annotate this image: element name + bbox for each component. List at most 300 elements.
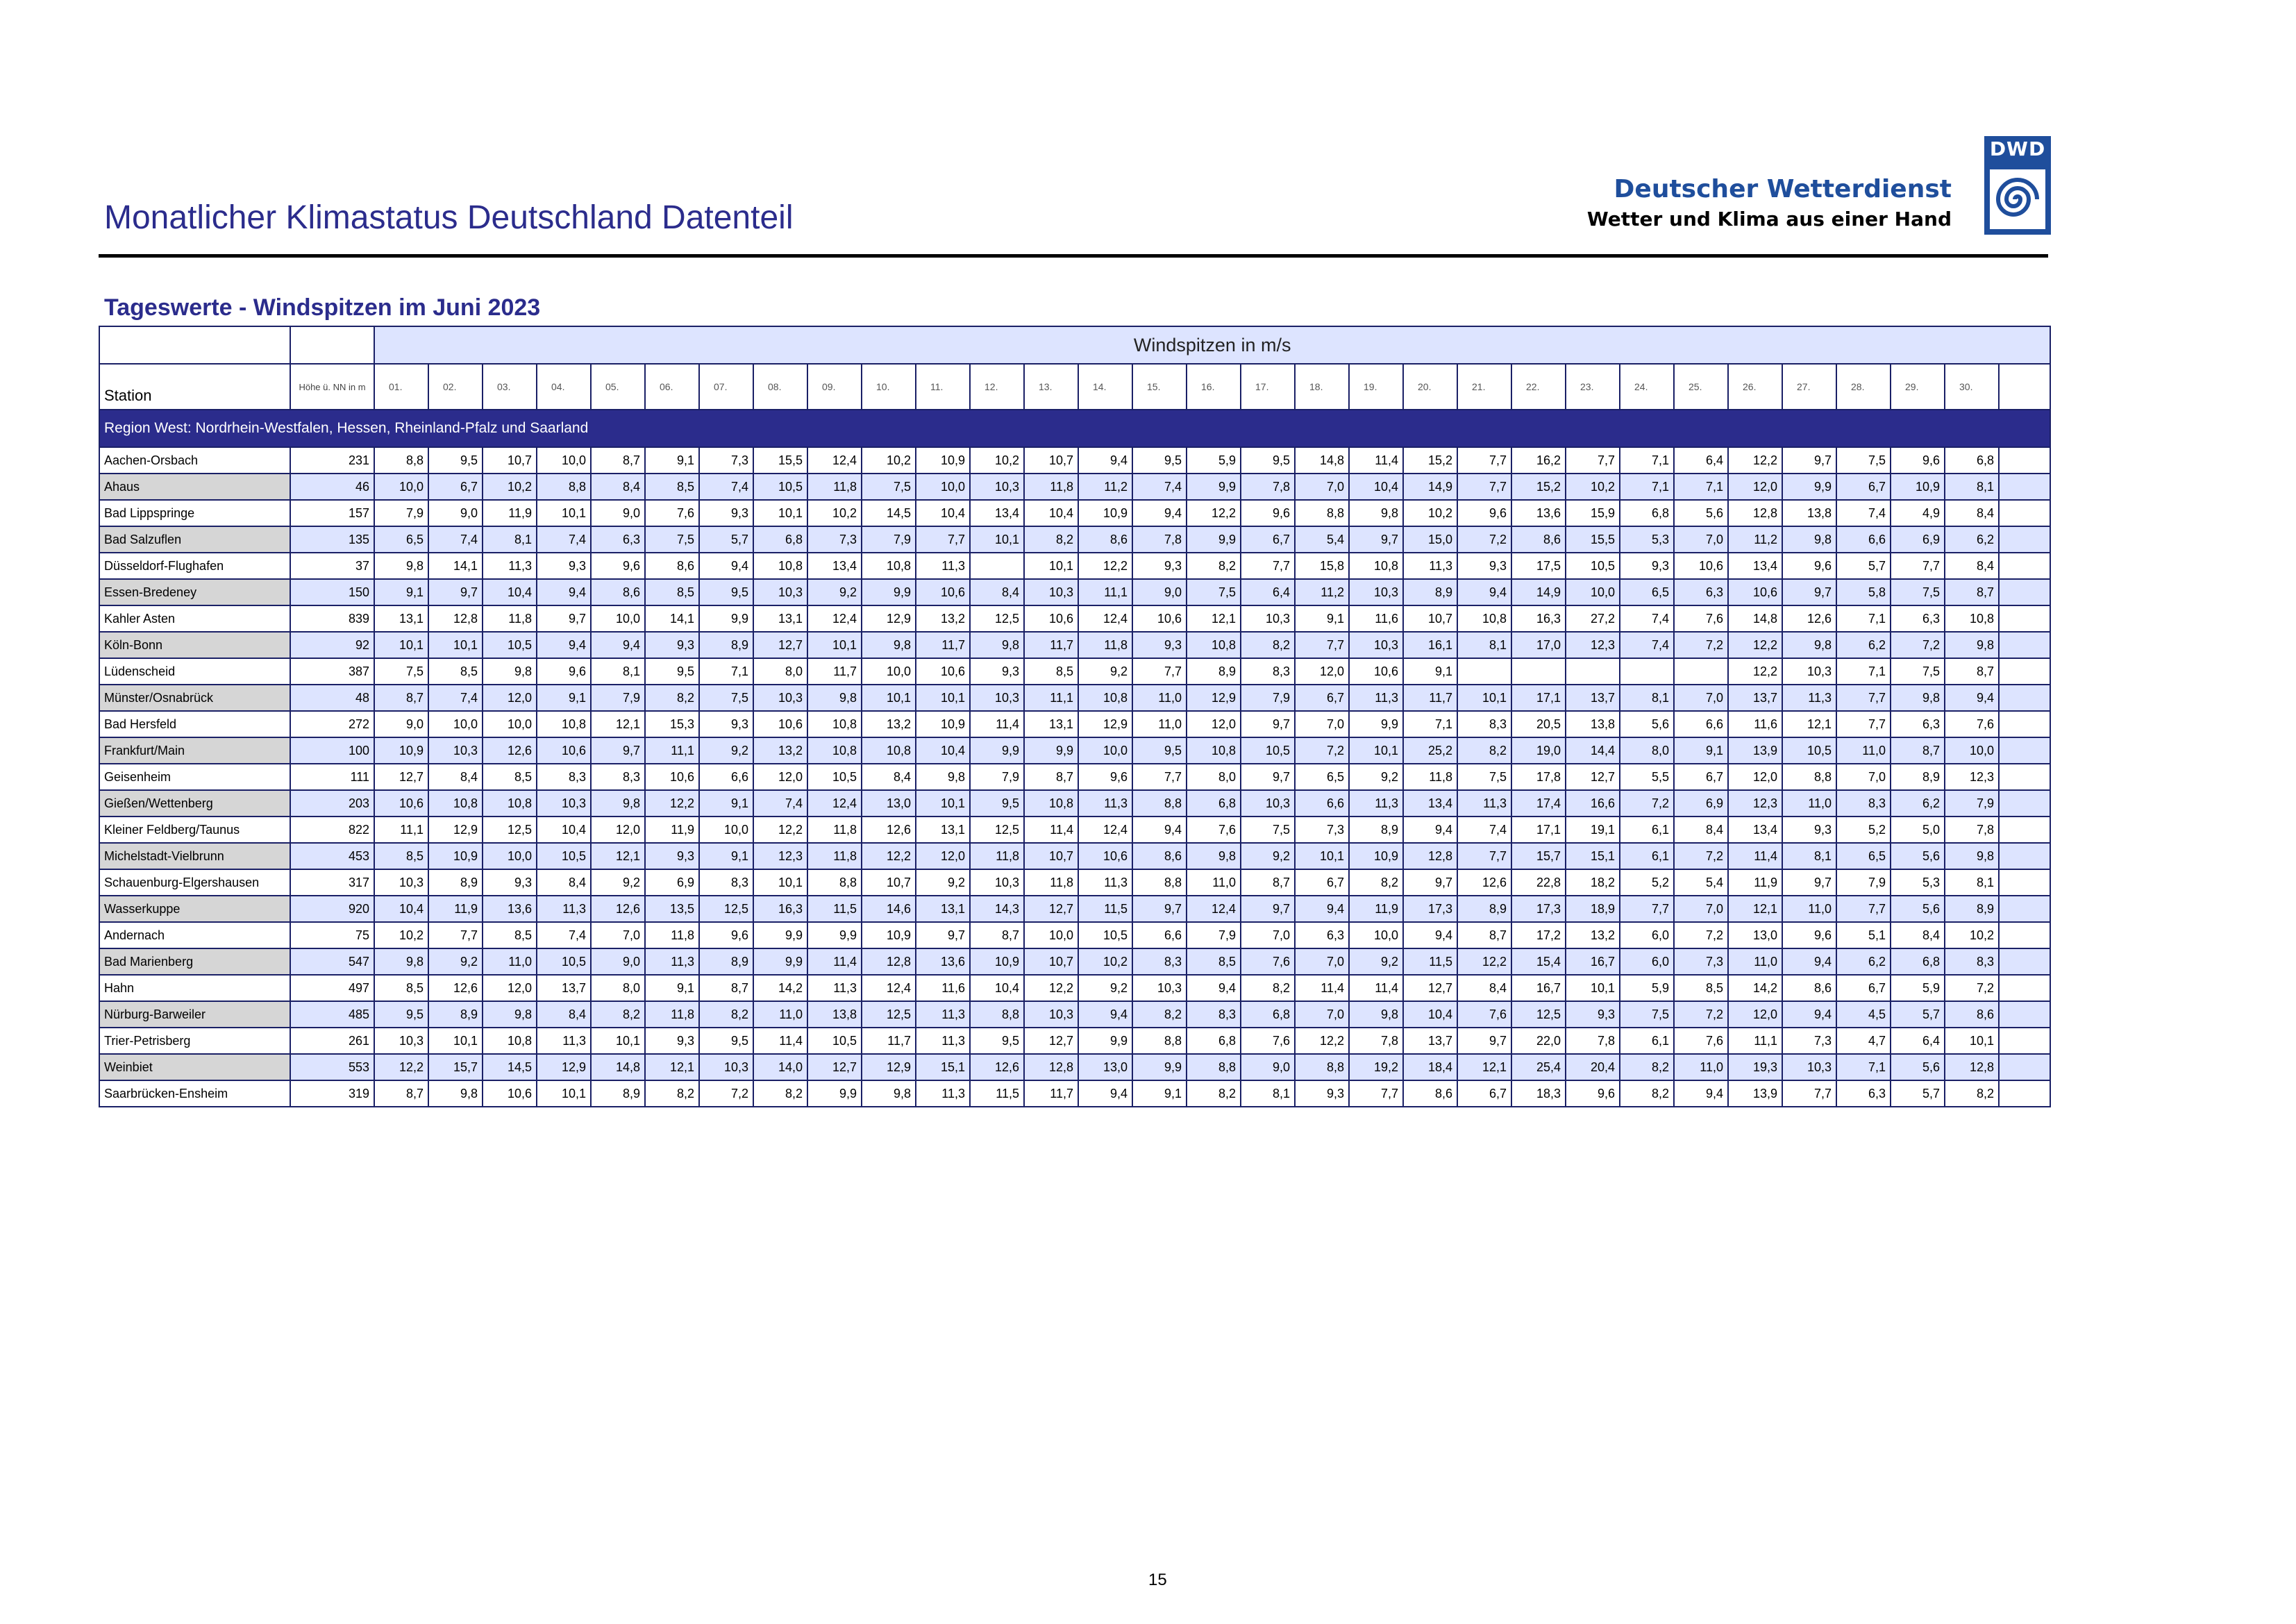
wind-gust-value: 10,3	[374, 869, 428, 896]
day-header: 11.	[916, 364, 970, 410]
wind-gust-value: 10,2	[807, 500, 862, 526]
wind-gust-value: 12,6	[970, 1054, 1024, 1080]
station-height: 203	[290, 790, 374, 817]
wind-gust-value: 11,1	[1728, 1028, 1782, 1054]
wind-gust-value: 13,7	[1728, 685, 1782, 711]
wind-gust-value: 6,4	[1674, 447, 1728, 474]
wind-gust-value: 11,3	[645, 948, 699, 975]
wind-gust-value: 8,4	[591, 474, 645, 500]
wind-gust-value: 7,0	[1674, 526, 1728, 553]
wind-gust-value: 7,2	[1674, 1001, 1728, 1028]
wind-gust-value: 6,9	[1674, 790, 1728, 817]
wind-gust-value: 12,8	[862, 948, 916, 975]
wind-gust-value: 9,8	[1782, 526, 1836, 553]
wind-gust-value: 13,2	[753, 737, 807, 764]
swirl-icon	[1990, 169, 2045, 229]
wind-gust-value: 9,9	[1024, 737, 1078, 764]
day-header: 03.	[483, 364, 537, 410]
wind-gust-value: 9,1	[537, 685, 591, 711]
wind-gust-value: 16,2	[1511, 447, 1566, 474]
row-blank-end	[1999, 764, 2050, 790]
wind-gust-value: 7,1	[1836, 1054, 1891, 1080]
wind-gust-value: 9,1	[645, 447, 699, 474]
wind-gust-value: 13,1	[916, 896, 970, 922]
wind-gust-value: 9,5	[645, 658, 699, 685]
wind-gust-value: 11,4	[1728, 843, 1782, 869]
wind-gust-value: 12,7	[1566, 764, 1620, 790]
wind-gust-value: 8,8	[1132, 869, 1187, 896]
table-row	[99, 685, 2050, 711]
wind-gust-value: 9,3	[1782, 817, 1836, 843]
wind-gust-value: 10,3	[1024, 579, 1078, 605]
wind-gust-value: 8,9	[1187, 658, 1241, 685]
wind-gust-value: 8,2	[1945, 1080, 1999, 1107]
wind-gust-value: 9,8	[862, 632, 916, 658]
wind-gust-value: 8,8	[374, 447, 428, 474]
wind-gust-value: 11,8	[1024, 474, 1078, 500]
wind-gust-value: 11,7	[1024, 632, 1078, 658]
wind-gust-value: 9,4	[1945, 685, 1999, 711]
wind-gust-value: 12,7	[753, 632, 807, 658]
wind-gust-value: 10,6	[1132, 605, 1187, 632]
wind-gust-value: 10,5	[1078, 922, 1132, 948]
wind-gust-value: 10,2	[1945, 922, 1999, 948]
wind-gust-value: 7,2	[1674, 922, 1728, 948]
row-blank-end	[1999, 737, 2050, 764]
wind-gust-value: 6,2	[1836, 632, 1891, 658]
wind-gust-value: 7,7	[1349, 1080, 1403, 1107]
wind-gust-value: 10,7	[1403, 605, 1457, 632]
wind-gust-value: 7,6	[1945, 711, 1999, 737]
wind-gust-value: 11,7	[916, 632, 970, 658]
wind-gust-value: 4,7	[1836, 1028, 1891, 1054]
wind-gust-value: 8,3	[591, 764, 645, 790]
wind-gust-value: 12,3	[753, 843, 807, 869]
wind-gust-value: 8,7	[1024, 764, 1078, 790]
wind-gust-value: 7,5	[1241, 817, 1295, 843]
wind-gust-value: 9,4	[1132, 817, 1187, 843]
wind-gust-value: 12,6	[428, 975, 483, 1001]
wind-gust-value: 7,0	[1836, 764, 1891, 790]
wind-gust-value: 9,4	[1295, 896, 1349, 922]
wind-gust-value: 10,1	[591, 1028, 645, 1054]
wind-gust-value: 10,8	[1024, 790, 1078, 817]
wind-gust-value: 14,5	[483, 1054, 537, 1080]
wind-gust-value: 9,2	[807, 579, 862, 605]
wind-gust-value: 9,7	[1241, 764, 1295, 790]
station-name: Weinbiet	[99, 1054, 290, 1080]
wind-gust-value: 8,8	[1295, 500, 1349, 526]
wind-gust-value: 14,0	[753, 1054, 807, 1080]
wind-gust-value: 15,1	[1566, 843, 1620, 869]
wind-gust-value: 7,4	[1836, 500, 1891, 526]
wind-gust-value: 8,5	[1187, 948, 1241, 975]
wind-gust-value: 8,8	[537, 474, 591, 500]
wind-gust-value: 8,3	[1945, 948, 1999, 975]
wind-gust-value: 10,8	[483, 790, 537, 817]
wind-gust-value: 7,2	[1457, 526, 1511, 553]
wind-gust-value: 11,5	[1078, 896, 1132, 922]
day-header: 25.	[1674, 364, 1728, 410]
wind-gust-value: 10,0	[483, 843, 537, 869]
wind-gust-value: 8,0	[1620, 737, 1674, 764]
wind-gust-value: 10,0	[1078, 737, 1132, 764]
brand-block	[1587, 174, 1952, 233]
day-header: 10.	[862, 364, 916, 410]
wind-gust-value: 9,6	[537, 658, 591, 685]
wind-gust-value: 9,7	[537, 605, 591, 632]
wind-gust-value: 7,6	[1674, 605, 1728, 632]
day-header: 06.	[645, 364, 699, 410]
wind-gust-value	[1511, 658, 1566, 685]
wind-gust-value: 6,7	[1836, 975, 1891, 1001]
wind-gust-value: 10,6	[537, 737, 591, 764]
wind-gust-value: 12,4	[807, 790, 862, 817]
wind-gust-value: 17,8	[1511, 764, 1566, 790]
row-blank-end	[1999, 553, 2050, 579]
wind-gust-value: 9,6	[591, 553, 645, 579]
wind-gust-value: 18,4	[1403, 1054, 1457, 1080]
wind-gust-value: 13,0	[1078, 1054, 1132, 1080]
wind-gust-value: 12,2	[1728, 447, 1782, 474]
wind-gust-value: 10,1	[428, 1028, 483, 1054]
wind-gust-value: 8,8	[970, 1001, 1024, 1028]
wind-gust-value: 8,5	[645, 474, 699, 500]
wind-gust-value: 12,2	[1728, 658, 1782, 685]
wind-gust-value: 7,0	[1295, 948, 1349, 975]
wind-gust-value: 10,4	[1024, 500, 1078, 526]
station-height: 100	[290, 737, 374, 764]
wind-gust-value: 11,8	[1024, 869, 1078, 896]
wind-gust-value: 9,9	[862, 579, 916, 605]
wind-gust-value: 7,4	[537, 922, 591, 948]
wind-gust-value: 9,8	[1349, 500, 1403, 526]
wind-gust-value: 8,2	[1132, 1001, 1187, 1028]
wind-gust-value: 8,3	[699, 869, 753, 896]
wind-gust-value: 9,9	[699, 605, 753, 632]
wind-gust-value: 12,8	[1024, 1054, 1078, 1080]
wind-gust-value: 10,7	[1024, 843, 1078, 869]
station-name: Kahler Asten	[99, 605, 290, 632]
wind-gust-value: 8,0	[591, 975, 645, 1001]
wind-gust-value: 15,8	[1295, 553, 1349, 579]
wind-gust-value: 10,2	[1403, 500, 1457, 526]
wind-gust-value: 9,3	[1566, 1001, 1620, 1028]
day-header: 21.	[1457, 364, 1511, 410]
wind-gust-value: 9,1	[645, 975, 699, 1001]
table-subtitle: Tageswerte - Windspitzen im Juni 2023	[104, 294, 541, 321]
wind-gust-value: 6,0	[1620, 948, 1674, 975]
wind-gust-value: 9,5	[1241, 447, 1295, 474]
wind-gust-value: 6,2	[1945, 526, 1999, 553]
wind-gust-value: 9,9	[807, 1080, 862, 1107]
main-header: Windspitzen in m/s	[374, 326, 2050, 364]
wind-gust-value: 10,9	[916, 447, 970, 474]
wind-gust-value: 10,6	[1024, 605, 1078, 632]
wind-gust-value: 9,5	[374, 1001, 428, 1028]
wind-gust-value: 6,5	[1620, 579, 1674, 605]
header-blank-height	[290, 326, 374, 364]
wind-gust-value: 11,3	[1782, 685, 1836, 711]
table-row	[99, 1028, 2050, 1054]
wind-gust-value: 11,8	[807, 843, 862, 869]
row-blank-end	[1999, 790, 2050, 817]
wind-gust-value: 11,4	[1349, 975, 1403, 1001]
wind-gust-value: 10,8	[483, 1028, 537, 1054]
station-height: 150	[290, 579, 374, 605]
wind-gust-value: 9,8	[483, 658, 537, 685]
wind-gust-value: 8,9	[699, 948, 753, 975]
wind-gust-value: 5,2	[1620, 869, 1674, 896]
wind-gust-value: 12,1	[1728, 896, 1782, 922]
wind-gust-value: 11,4	[970, 711, 1024, 737]
day-header: 18.	[1295, 364, 1349, 410]
wind-gust-value: 11,9	[645, 817, 699, 843]
wind-gust-value: 10,3	[1241, 605, 1295, 632]
station-height: 547	[290, 948, 374, 975]
wind-gust-value: 12,9	[537, 1054, 591, 1080]
wind-gust-value: 8,9	[699, 632, 753, 658]
wind-gust-value: 9,7	[1349, 526, 1403, 553]
wind-gust-value: 13,9	[1728, 737, 1782, 764]
wind-gust-value: 8,7	[699, 975, 753, 1001]
station-name: Kleiner Feldberg/Taunus	[99, 817, 290, 843]
wind-gust-value: 9,9	[1078, 1028, 1132, 1054]
wind-gust-value: 10,9	[1078, 500, 1132, 526]
row-blank-end	[1999, 711, 2050, 737]
wind-gust-value: 10,1	[1024, 553, 1078, 579]
wind-gust-value: 12,6	[862, 817, 916, 843]
wind-gust-value: 12,8	[1728, 500, 1782, 526]
wind-gust-value: 10,0	[1024, 922, 1078, 948]
wind-gust-value: 10,3	[537, 790, 591, 817]
wind-gust-value: 22,0	[1511, 1028, 1566, 1054]
wind-gust-value: 9,9	[807, 922, 862, 948]
wind-gust-value: 12,0	[483, 685, 537, 711]
wind-gust-value: 9,3	[699, 500, 753, 526]
wind-gust-value: 9,8	[1187, 843, 1241, 869]
wind-gust-value: 9,6	[1891, 447, 1945, 474]
row-blank-end	[1999, 447, 2050, 474]
wind-gust-value: 13,0	[862, 790, 916, 817]
wind-gust-value: 8,4	[428, 764, 483, 790]
wind-gust-value: 9,3	[1295, 1080, 1349, 1107]
table-row	[99, 975, 2050, 1001]
wind-gust-value: 10,0	[428, 711, 483, 737]
wind-gust-value: 6,7	[1674, 764, 1728, 790]
station-height: 839	[290, 605, 374, 632]
wind-gust-value: 8,8	[1782, 764, 1836, 790]
brand-name: Deutscher Wetterdienst	[1614, 175, 1952, 203]
row-blank-end	[1999, 1028, 2050, 1054]
wind-gust-value: 11,3	[537, 1028, 591, 1054]
wind-gust-value: 10,4	[483, 579, 537, 605]
station-name: Nürburg-Barweiler	[99, 1001, 290, 1028]
wind-gust-value: 11,0	[1132, 685, 1187, 711]
wind-gust-value: 9,4	[1782, 948, 1836, 975]
wind-gust-value: 7,7	[1295, 632, 1349, 658]
table-row	[99, 711, 2050, 737]
day-header: 07.	[699, 364, 753, 410]
wind-gust-value: 13,8	[807, 1001, 862, 1028]
station-height: 485	[290, 1001, 374, 1028]
wind-gust-value: 13,7	[1566, 685, 1620, 711]
wind-gust-value: 10,1	[970, 526, 1024, 553]
wind-gust-value: 19,0	[1511, 737, 1566, 764]
wind-gust-value: 11,6	[1728, 711, 1782, 737]
region-row	[99, 410, 2050, 447]
wind-gust-value: 20,5	[1511, 711, 1566, 737]
wind-gust-value: 12,1	[645, 1054, 699, 1080]
table-row	[99, 869, 2050, 896]
table-row	[99, 843, 2050, 869]
wind-gust-value: 6,8	[1891, 948, 1945, 975]
wind-gust-value: 6,8	[1187, 1028, 1241, 1054]
row-blank-end	[1999, 474, 2050, 500]
wind-gust-value: 11,9	[1349, 896, 1403, 922]
wind-gust-value: 7,9	[591, 685, 645, 711]
wind-gust-value: 6,5	[1836, 843, 1891, 869]
wind-gust-value: 8,4	[970, 579, 1024, 605]
wind-gust-value: 9,6	[1078, 764, 1132, 790]
wind-gust-value: 7,5	[699, 685, 753, 711]
wind-gust-value: 9,2	[428, 948, 483, 975]
wind-gust-value: 5,3	[1620, 526, 1674, 553]
wind-gust-value: 8,1	[483, 526, 537, 553]
wind-gust-value: 12,6	[1782, 605, 1836, 632]
wind-gust-value: 7,6	[1241, 1028, 1295, 1054]
wind-gust-value: 9,5	[699, 1028, 753, 1054]
wind-gust-value: 11,4	[807, 948, 862, 975]
wind-gust-value: 7,1	[699, 658, 753, 685]
wind-gust-value: 10,8	[1187, 632, 1241, 658]
wind-gust-value: 11,8	[807, 817, 862, 843]
wind-gust-value: 17,5	[1511, 553, 1566, 579]
wind-gust-value: 7,7	[1241, 553, 1295, 579]
wind-gust-value: 9,3	[699, 711, 753, 737]
wind-gust-value: 7,2	[699, 1080, 753, 1107]
wind-gust-value: 7,6	[1187, 817, 1241, 843]
wind-gust-value: 9,5	[970, 790, 1024, 817]
wind-gust-value: 10,7	[862, 869, 916, 896]
wind-gust-value: 9,4	[1403, 922, 1457, 948]
wind-gust-value: 10,3	[374, 1028, 428, 1054]
station-name: Ahaus	[99, 474, 290, 500]
station-height: 92	[290, 632, 374, 658]
wind-gust-value: 15,2	[1403, 447, 1457, 474]
wind-gust-value: 11,0	[1836, 737, 1891, 764]
wind-gust-value: 12,9	[862, 605, 916, 632]
wind-gust-value: 11,8	[1078, 632, 1132, 658]
wind-gust-value: 11,1	[1078, 579, 1132, 605]
wind-gust-value: 7,2	[1295, 737, 1349, 764]
wind-gust-value: 6,1	[1620, 843, 1674, 869]
wind-gust-value: 6,6	[1132, 922, 1187, 948]
wind-gust-value: 22,8	[1511, 869, 1566, 896]
wind-gust-value: 7,5	[1891, 579, 1945, 605]
wind-gust-value: 10,5	[537, 948, 591, 975]
wind-gust-value: 7,7	[1457, 843, 1511, 869]
wind-gust-value: 11,3	[916, 1080, 970, 1107]
wind-gust-value: 10,5	[537, 843, 591, 869]
wind-gust-value: 11,4	[753, 1028, 807, 1054]
wind-gust-value: 12,0	[1295, 658, 1349, 685]
header-blank-station	[99, 326, 290, 364]
wind-gust-value: 11,3	[1349, 790, 1403, 817]
wind-gust-value: 7,9	[1945, 790, 1999, 817]
wind-gust-value: 11,8	[970, 843, 1024, 869]
wind-gust-value: 7,3	[1295, 817, 1349, 843]
wind-gust-value: 9,7	[1782, 579, 1836, 605]
wind-gust-value: 8,0	[753, 658, 807, 685]
wind-gust-value: 12,7	[1024, 896, 1078, 922]
wind-gust-value: 6,7	[1836, 474, 1891, 500]
wind-gust-value: 10,7	[1024, 948, 1078, 975]
wind-gust-value: 6,6	[1674, 711, 1728, 737]
wind-gust-value: 10,8	[1349, 553, 1403, 579]
wind-gust-value: 9,1	[1674, 737, 1728, 764]
wind-gust-value: 12,0	[916, 843, 970, 869]
wind-gust-value: 10,6	[753, 711, 807, 737]
wind-gust-value: 9,1	[374, 579, 428, 605]
wind-gust-value: 9,7	[428, 579, 483, 605]
wind-gust-value: 10,8	[1078, 685, 1132, 711]
wind-gust-value: 6,8	[1241, 1001, 1295, 1028]
wind-gust-value: 17,3	[1403, 896, 1457, 922]
wind-gust-value: 8,7	[374, 685, 428, 711]
wind-gust-value: 9,2	[699, 737, 753, 764]
wind-gust-value: 9,7	[591, 737, 645, 764]
station-header: Station	[99, 364, 290, 410]
wind-gust-value: 9,9	[970, 737, 1024, 764]
wind-gust-value: 6,6	[699, 764, 753, 790]
wind-gust-value: 11,6	[1349, 605, 1403, 632]
wind-gust-value: 15,1	[916, 1054, 970, 1080]
wind-gust-value: 8,1	[1945, 474, 1999, 500]
wind-gust-value: 9,6	[1782, 922, 1836, 948]
wind-gust-value: 13,0	[1728, 922, 1782, 948]
wind-gust-value: 4,5	[1836, 1001, 1891, 1028]
wind-gust-value: 8,1	[1457, 632, 1511, 658]
wind-gust-value: 6,3	[1891, 711, 1945, 737]
wind-gust-value: 9,1	[1132, 1080, 1187, 1107]
wind-gust-value: 10,8	[1187, 737, 1241, 764]
wind-gust-value: 9,7	[1782, 447, 1836, 474]
wind-gust-value: 10,8	[862, 737, 916, 764]
wind-gust-value: 8,9	[1349, 817, 1403, 843]
wind-gust-value: 9,4	[1782, 1001, 1836, 1028]
wind-gust-value: 5,9	[1620, 975, 1674, 1001]
wind-gust-value: 5,4	[1674, 869, 1728, 896]
wind-gust-value: 12,8	[1945, 1054, 1999, 1080]
wind-gust-value: 8,5	[483, 922, 537, 948]
wind-gust-value: 9,7	[1403, 869, 1457, 896]
wind-gust-value: 8,7	[970, 922, 1024, 948]
wind-gust-value: 10,3	[1349, 579, 1403, 605]
wind-gust-value: 25,2	[1403, 737, 1457, 764]
wind-gust-value: 10,1	[1457, 685, 1511, 711]
wind-gust-value: 6,8	[1620, 500, 1674, 526]
station-name: Bad Hersfeld	[99, 711, 290, 737]
wind-gust-value: 10,1	[916, 685, 970, 711]
logo-text: DWD	[1989, 137, 2046, 160]
wind-gust-value: 14,8	[1295, 447, 1349, 474]
wind-gust-value: 10,3	[699, 1054, 753, 1080]
wind-gust-value: 7,9	[1241, 685, 1295, 711]
wind-gust-value: 5,9	[1187, 447, 1241, 474]
station-height: 261	[290, 1028, 374, 1054]
wind-gust-value: 7,1	[1403, 711, 1457, 737]
